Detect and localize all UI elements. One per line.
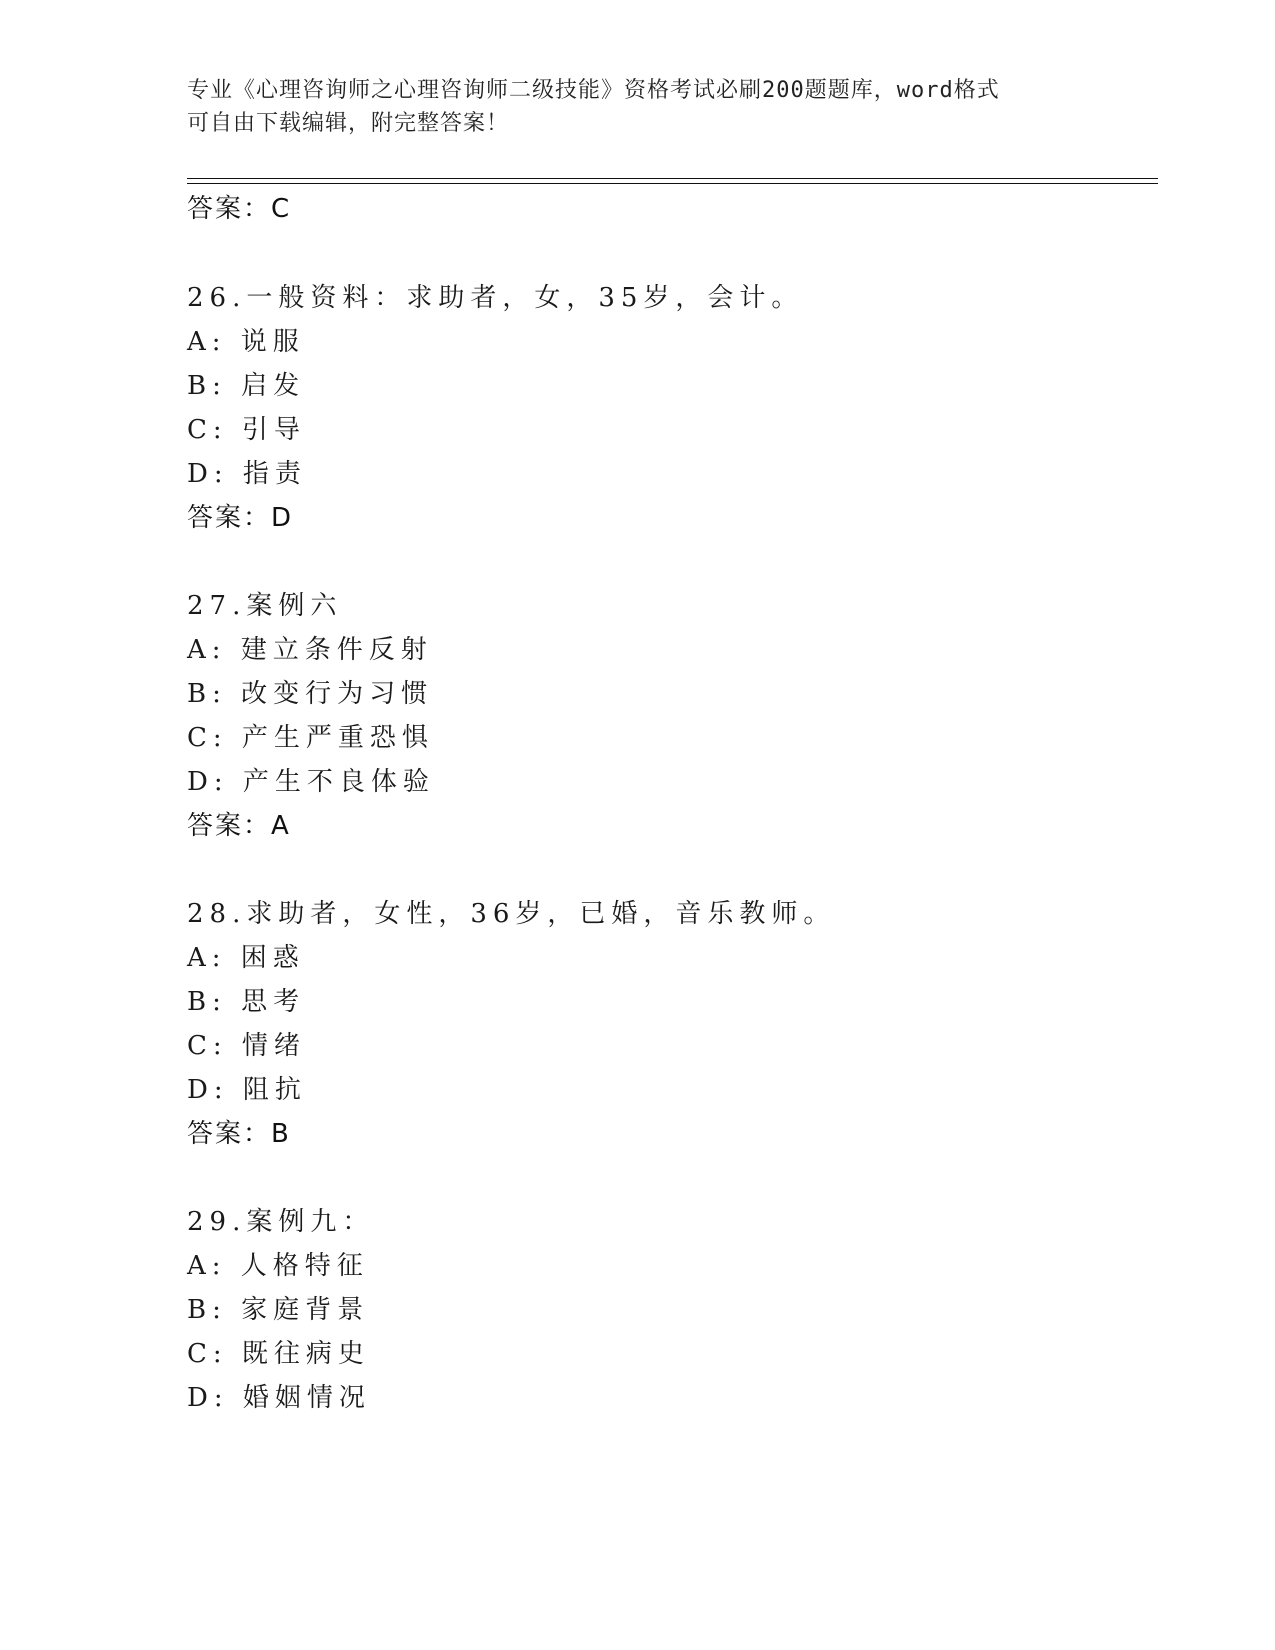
question-26-option-d: D: 指责 (187, 459, 307, 489)
question-28-option-a: A: 困惑 (187, 943, 305, 973)
question-26-option-c: C: 引导 (187, 415, 306, 445)
question-27-answer: 答案：A (187, 811, 291, 841)
header-rule-top (187, 178, 1158, 179)
question-28-option-b: B: 思考 (187, 987, 306, 1017)
question-28-answer: 答案：B (187, 1119, 291, 1149)
question-26-answer: 答案：D (187, 503, 294, 533)
question-26-option-b: B: 启发 (187, 371, 306, 401)
question-26-option-a: A: 说服 (187, 327, 305, 357)
question-28-option-c: C: 情绪 (187, 1031, 306, 1061)
question-27-option-a: A: 建立条件反射 (187, 635, 433, 665)
question-29-option-d: D: 婚姻情况 (187, 1383, 371, 1413)
question-29-option-b: B: 家庭背景 (187, 1295, 370, 1325)
question-29-option-a: A: 人格特征 (187, 1251, 369, 1281)
document-header (187, 74, 1087, 140)
question-29-stem: 29.案例九： (187, 1207, 375, 1237)
question-27-option-c: C: 产生严重恐惧 (187, 723, 434, 753)
header-line-2: 可自由下载编辑，附完整答案！ (187, 111, 510, 136)
question-27-stem: 27.案例六 (187, 591, 343, 621)
question-28-option-d: D: 阻抗 (187, 1075, 307, 1105)
question-27-option-b: B: 改变行为习惯 (187, 679, 434, 709)
answer-prev: 答案：C (187, 194, 292, 224)
question-26-stem: 26.一般资料：求助者，女，35岁，会计。 (187, 283, 804, 313)
question-28-stem: 28.求助者，女性，36岁，已婚，音乐教师。 (187, 899, 836, 929)
question-27-option-d: D: 产生不良体验 (187, 767, 435, 797)
question-29-option-c: C: 既往病史 (187, 1339, 370, 1369)
header-line-1: 专业《心理咨询师之心理咨询师二级技能》资格考试必刷200题题库，word格式 (187, 78, 1000, 103)
header-rule-bottom (187, 183, 1158, 184)
